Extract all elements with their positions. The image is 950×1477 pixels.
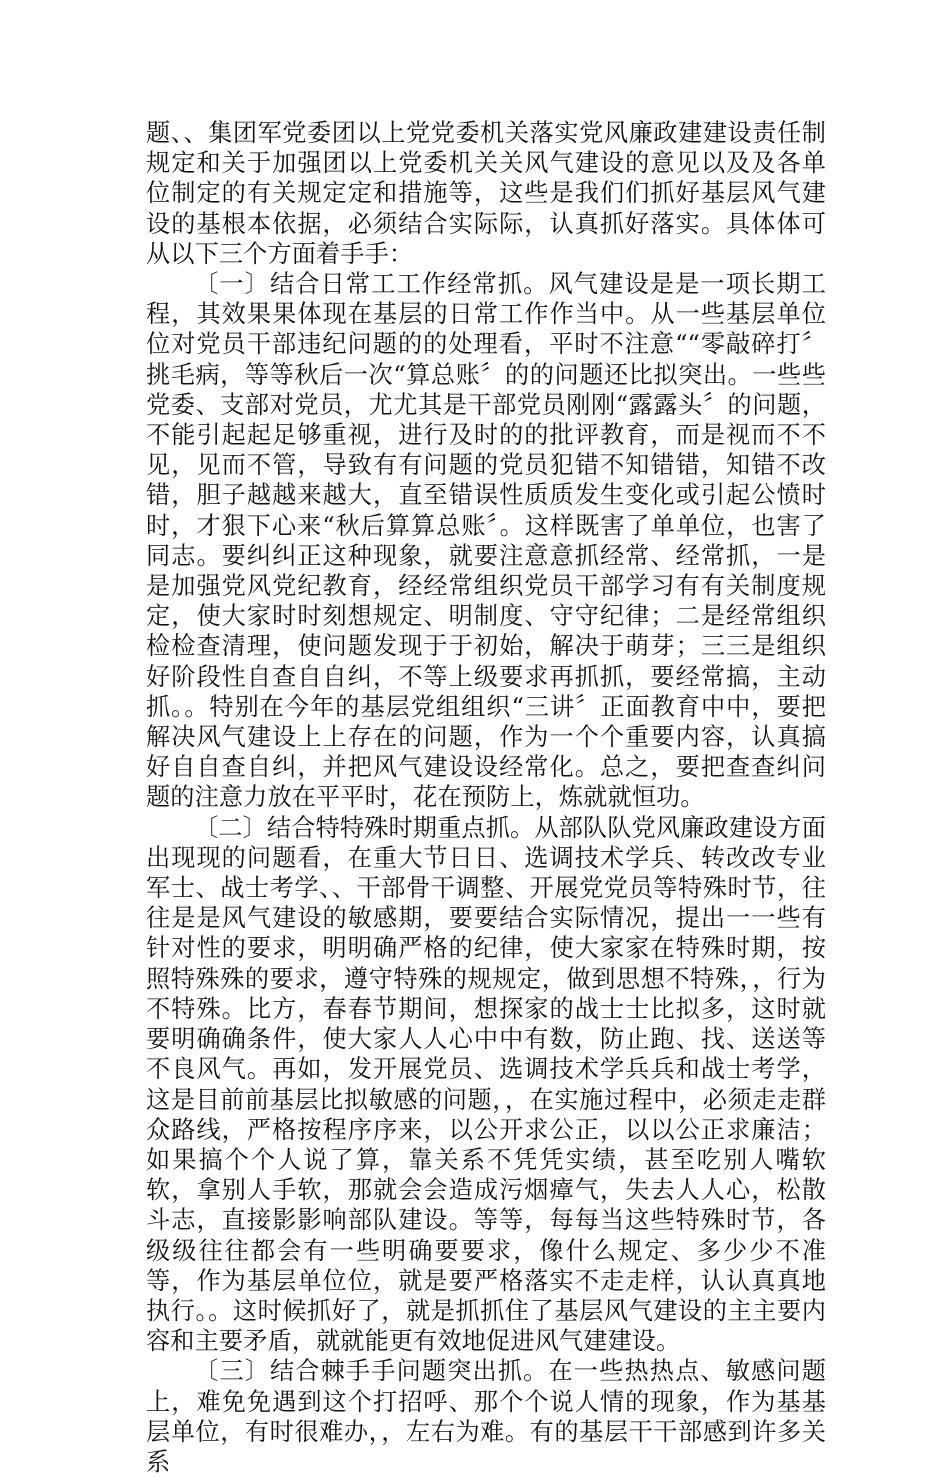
paragraph-section-two: 〔二〕结合特特殊时期重点抓。从部队队党风廉政建设方面出现现的问题看，在重大节日日、选调技术学兵、转改改专业军士、战士考学、、干部骨干调整、开展党党员等特殊时节，往往是是风气建设的敏感期，要要结合实际情况，提出一一些有针对性的要求，明明确严格的纪律，使大家家在特殊时期，按照特殊殊的要求，遵守特殊的规规定，做到思想不特殊，，行为不特殊。比方，春春节期间，想探家的战士士比拟多，这时就要明确确条件，使大家人人心中中有数，防止跑、找、送送等不良风气。再如，发开展党员、选调技术学兵兵和战士考学，这是目前前基层比拟敏感的问题，，在实施过程中，必须走走群众路线，严格按程序序来，以公开求公正，以以公正求廉洁；如果搞个个人说了算，靠关系不凭凭实绩，甚至吃别人嘴软软，拿别人手软，那就会会造成污烟瘴气，失去人人心，松散斗志，直接影影响部队建设。等等，每每当这些特殊时节，各级级往往都会有一些明确要要求，像什么规定、多少少不准等，作为基层单位位，就是要严格落实不走走样，认认真真地执行。。这时候抓好了，就是抓抓住了基层风气建设的主主要内容和主要矛盾，就就能更有效地促进风气建建设。	[146, 813, 826, 1356]
paragraph-intro: 题、、集团军党委团以上党党委机关落实党风廉政建建设责任制规定和关于加强团以上党委机关关风气建设的意见以及及各单位制定的有关规定定和措施等，这些是我们们抓好基层风气建设的基根本依据，必须结合实际际，认真抓好落实。具体体可从以下三个方面着手手：	[146, 119, 826, 268]
document-body	[146, 118, 826, 1477]
paragraph-section-one: 〔一〕结合日常工工作经常抓。风气建设是是一项长期工程，其效果果体现在基层的日常工作作当中。从一些基层单位位对党员干部违纪问题的的处理看，平时不注意““零敲碎打〞挑毛病，等等秋后一次“算总账〞的的问题还比拟突出。一些些党委、支部对党员，尤尤其是干部党员刚刚“露露头〞的问题，不能引起起足够重视，进行及时的的批评教育，而是视而不不见，见而不管，导致有有问题的党员犯错不知错错，知错不改错，胆子越越来越大，直至错误性质质发生变化或引起公愤时时，才狠下心来“秋后算算总账〞。这样既害了单单位，也害了同志。要纠纠正这种现象，就要注意意抓经常、经常抓，一是是加强党风党纪教育，经经常组织党员干部学习有有关制度规定，使大家时时刻想规定、明制度、守守纪律；二是经常组织检检查清理，使问题发现于于初始，解决于萌芽；三三是组织好阶段性自查自自纠，不等上级要求再抓抓，要经常搞，主动抓。。特别在今年的基层党组组织“三讲〞正面教育中中，要把解决风气建设上上存在的问题，作为一个个重要内容，认真搞好自自查自纠，并把风气建设设经常化。总之，要把查查纠问题的注意力放在平平时，花在预防上，炼就就恒功。	[146, 270, 826, 812]
paragraph-section-three: 〔三〕结合棘手手问题突出抓。在一些热热点、敏感问题上，难免免遇到这个打招呼、那个个说人情的现象，作为基基层单位，有时很难办，，左右为难。有的基层干干部感到许多关系	[146, 1357, 826, 1476]
